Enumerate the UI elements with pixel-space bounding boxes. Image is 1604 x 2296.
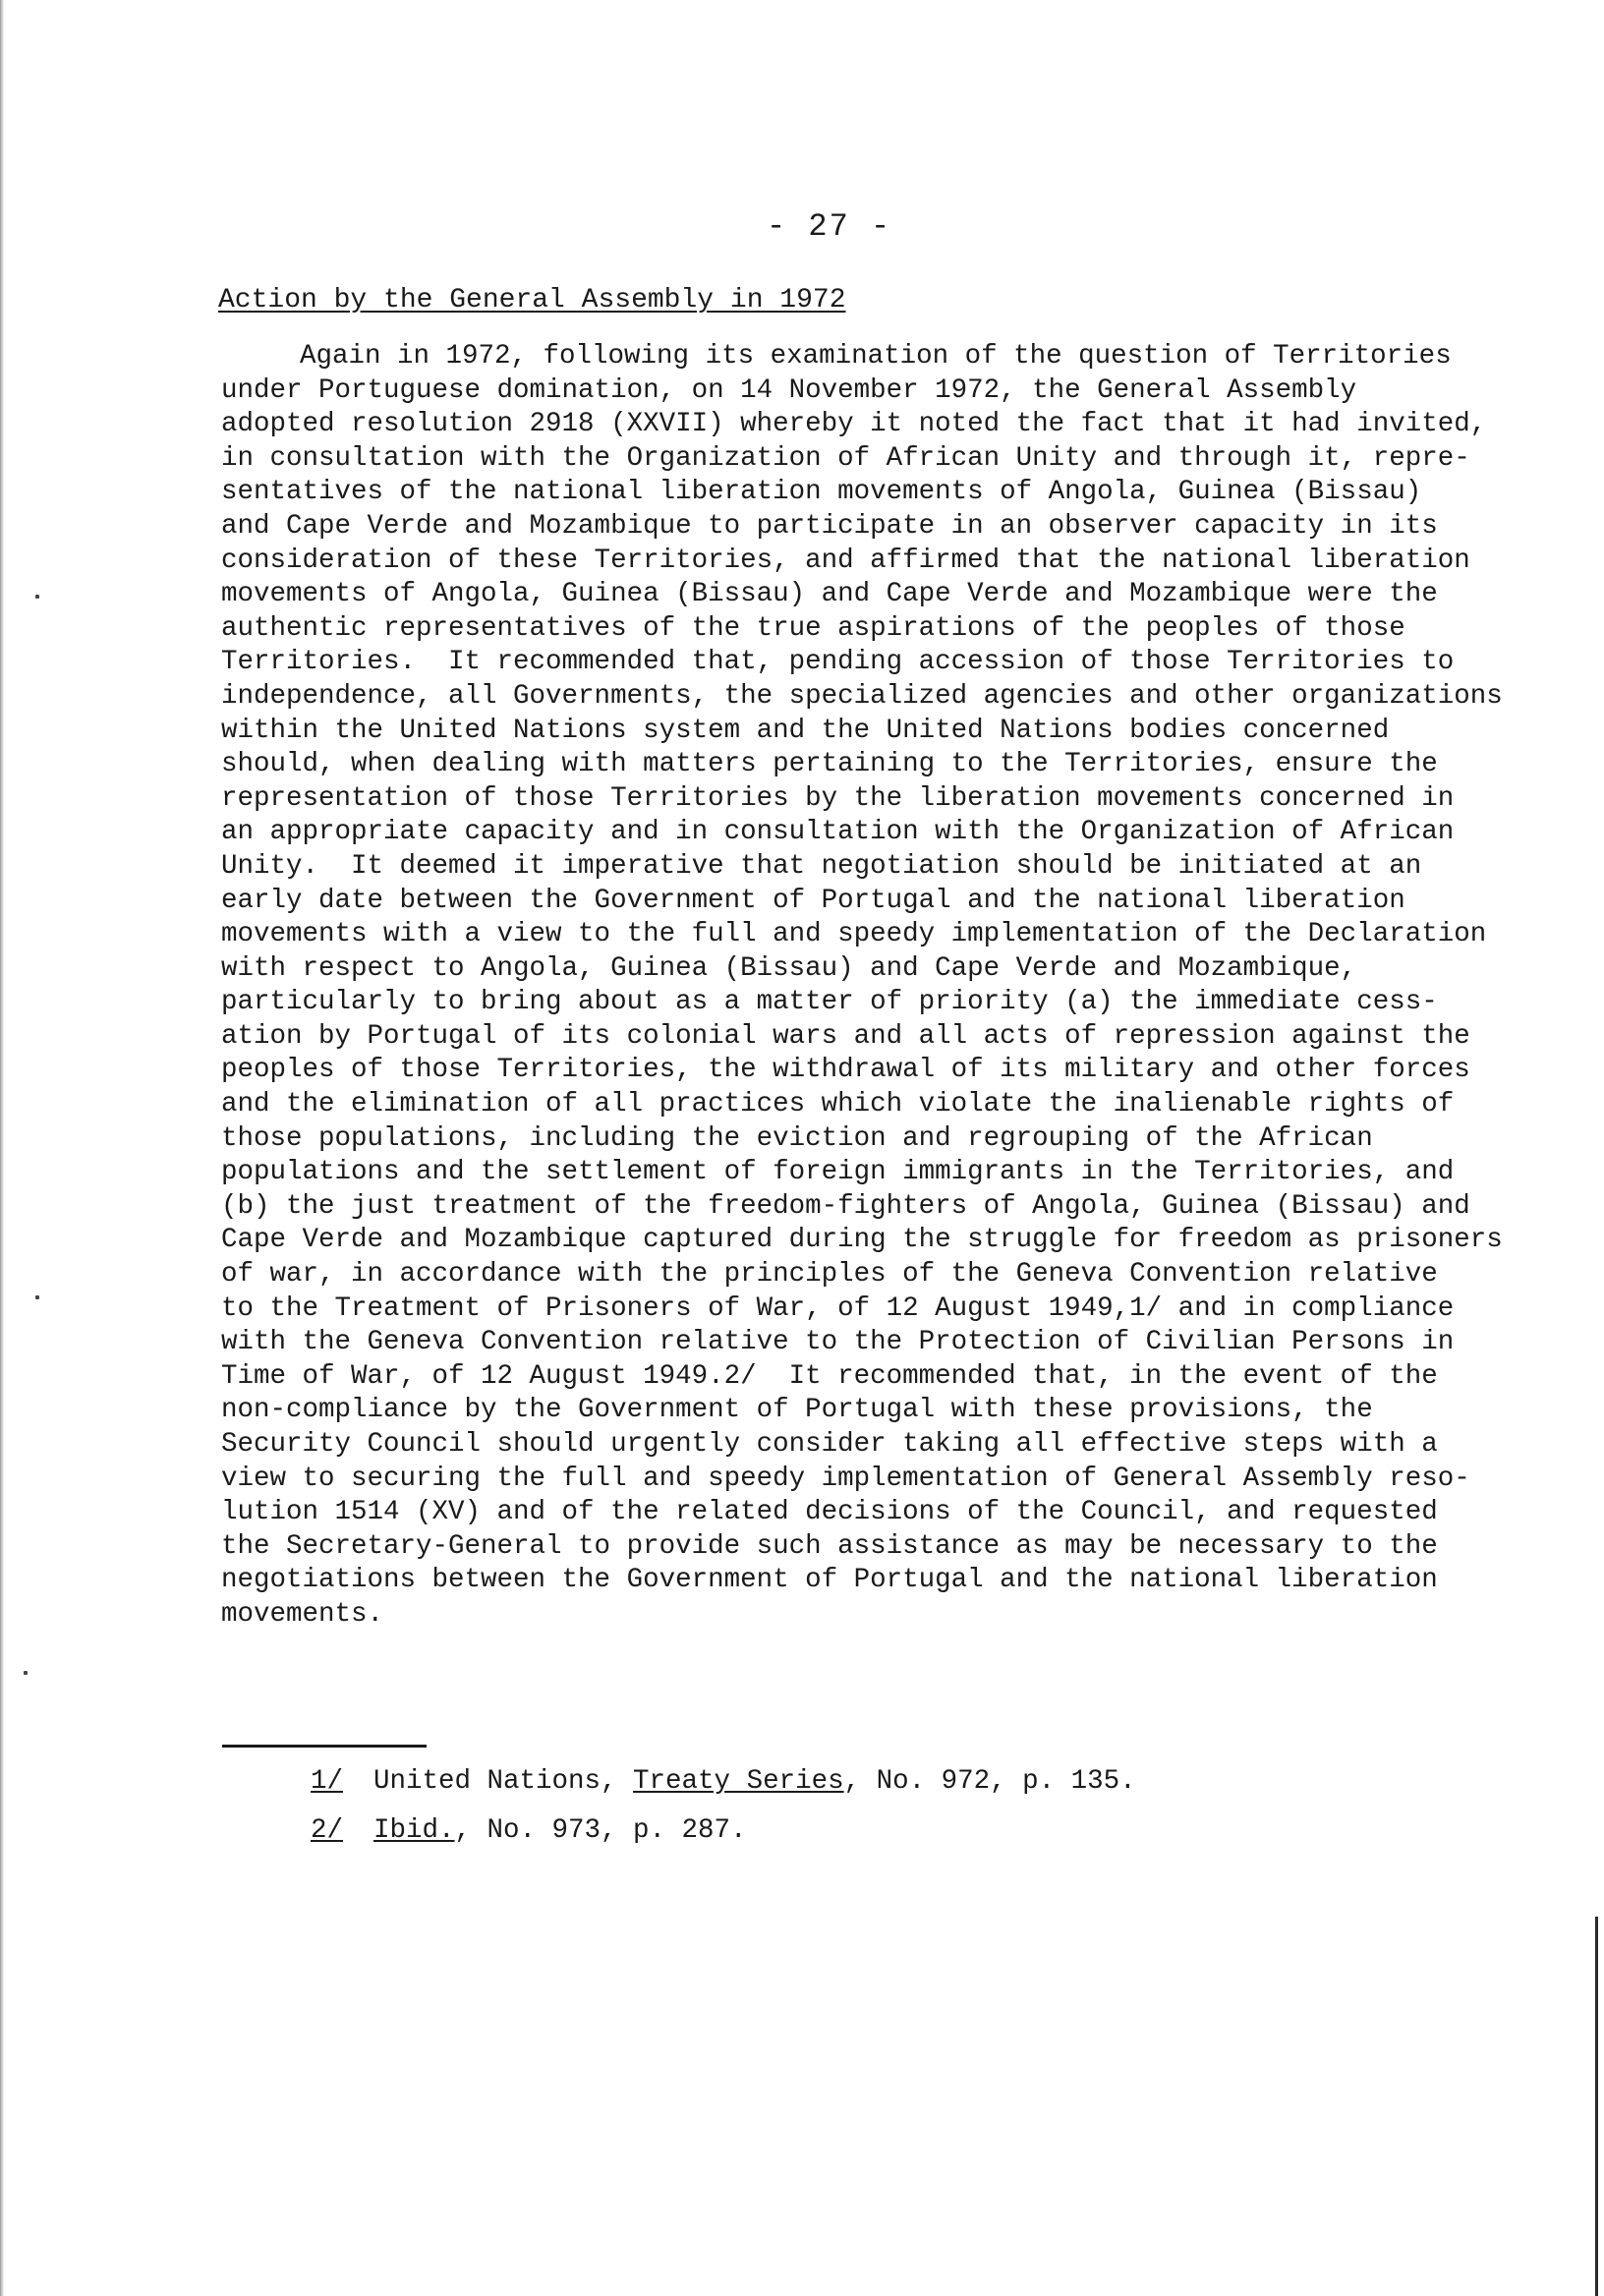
body-line: movements of Angola, Guinea (Bissau) and Cape Verde and Mozambique were the: [221, 579, 1438, 610]
body-line: with the Geneva Convention relative to the Protection of Civilian Persons in: [221, 1327, 1455, 1358]
body-line: Territories. It recommended that, pending accession of those Territories to: [221, 647, 1455, 678]
section-heading: Action by the General Assembly in 1972: [218, 285, 846, 316]
body-line: with respect to Angola, Guinea (Bissau) and Cape Verde and Mozambique,: [221, 952, 1357, 984]
scan-left-edge: [0, 0, 4, 2296]
body-line: and Cape Verde and Mozambique to participate in an observer capacity in its: [221, 510, 1438, 542]
body-line: ation by Portugal of its colonial wars and all acts of repression against the: [221, 1020, 1470, 1052]
body-line: peoples of those Territories, the withdrawal of its military and other forces: [221, 1055, 1470, 1086]
body-line: movements with a view to the full and speedy implementation of the Declaration: [221, 919, 1487, 950]
body-line: representation of those Territories by the liberation movements concerned in: [221, 782, 1455, 814]
body-line: those populations, including the eviction and regrouping of the African: [221, 1122, 1373, 1154]
footnote-citation: , No. 973, p. 287.: [454, 1815, 747, 1846]
body-line: should, when dealing with matters pertaining to the Territories, ensure the: [221, 749, 1438, 780]
body-line: view to securing the full and speedy implementation of General Assembly reso-: [221, 1463, 1470, 1494]
footnote-1: [311, 1766, 1136, 1797]
footnote-marker: 2/: [311, 1815, 344, 1846]
body-line: Security Council should urgently consider taking all effective steps with a: [221, 1429, 1438, 1460]
body-line: Cape Verde and Mozambique captured during the struggle for freedom as prisoners: [221, 1225, 1503, 1256]
body-line: and the elimination of all practices which violate the inalienable rights of: [221, 1089, 1455, 1120]
body-line: consideration of these Territories, and affirmed that the national liberation: [221, 545, 1470, 576]
body-line: authentic representatives of the true aspirations of the peoples of those: [221, 612, 1405, 644]
body-line: movements.: [221, 1598, 384, 1630]
body-line: to the Treatment of Prisoners of War, of 12 August 1949,1/ and in compliance: [221, 1292, 1455, 1324]
footnote-2: [311, 1815, 747, 1846]
body-line: adopted resolution 2918 (XXVII) whereby it noted the fact that it had invited,: [221, 409, 1487, 440]
body-line: within the United Nations system and the United Nations bodies concerned: [221, 715, 1390, 746]
body-line: negotiations between the Government of Portugal and the national liberation: [221, 1565, 1438, 1596]
body-line: (b) the just treatment of the freedom-fighters of Angola, Guinea (Bissau) and: [221, 1190, 1470, 1222]
body-line: the Secretary-General to provide such assistance as may be necessary to the: [221, 1530, 1438, 1562]
body-line: lution 1514 (XV) and of the related decisions of the Council, and requested: [221, 1497, 1438, 1528]
scan-right-edge: [1595, 1917, 1598, 2296]
footnote-divider: [222, 1745, 427, 1748]
scan-speck: [35, 595, 39, 599]
body-line: populations and the settlement of foreign immigrants in the Territories, and: [221, 1157, 1455, 1188]
body-line: Again in 1972, following its examination of the question of Territories: [300, 341, 1452, 372]
page-number: - 27 -: [767, 208, 892, 245]
scan-speck: [24, 1671, 28, 1675]
body-line: under Portuguese domination, on 14 November 1972, the General Assembly: [221, 374, 1357, 406]
footnote-citation: , No. 972, p. 135.: [843, 1766, 1136, 1797]
body-line: early date between the Government of Portugal and the national liberation: [221, 885, 1405, 916]
footnote-title: Treaty Series: [633, 1766, 844, 1797]
body-line: particularly to bring about as a matter of priority (a) the immediate cess-: [221, 987, 1438, 1018]
footnote-text: United Nations,: [373, 1766, 634, 1797]
body-line: an appropriate capacity and in consultation with the Organization of African: [221, 817, 1455, 848]
body-line: Time of War, of 12 August 1949.2/ It recommended that, in the event of the: [221, 1360, 1438, 1392]
footnote-marker: 1/: [311, 1766, 344, 1797]
body-line: non-compliance by the Government of Portugal with these provisions, the: [221, 1395, 1373, 1426]
scan-speck: [35, 1295, 39, 1299]
body-line: sentatives of the national liberation movements of Angola, Guinea (Bissau): [221, 477, 1422, 508]
footnote-title: Ibid.: [373, 1815, 455, 1846]
body-line: Unity. It deemed it imperative that negotiation should be initiated at an: [221, 850, 1422, 882]
body-line: in consultation with the Organization of African Unity and through it, repre-: [221, 442, 1470, 474]
body-line: of war, in accordance with the principles of the Geneva Convention relative: [221, 1259, 1438, 1291]
body-paragraph: [221, 340, 1528, 1633]
body-line: independence, all Governments, the specialized agencies and other organizations: [221, 680, 1503, 712]
